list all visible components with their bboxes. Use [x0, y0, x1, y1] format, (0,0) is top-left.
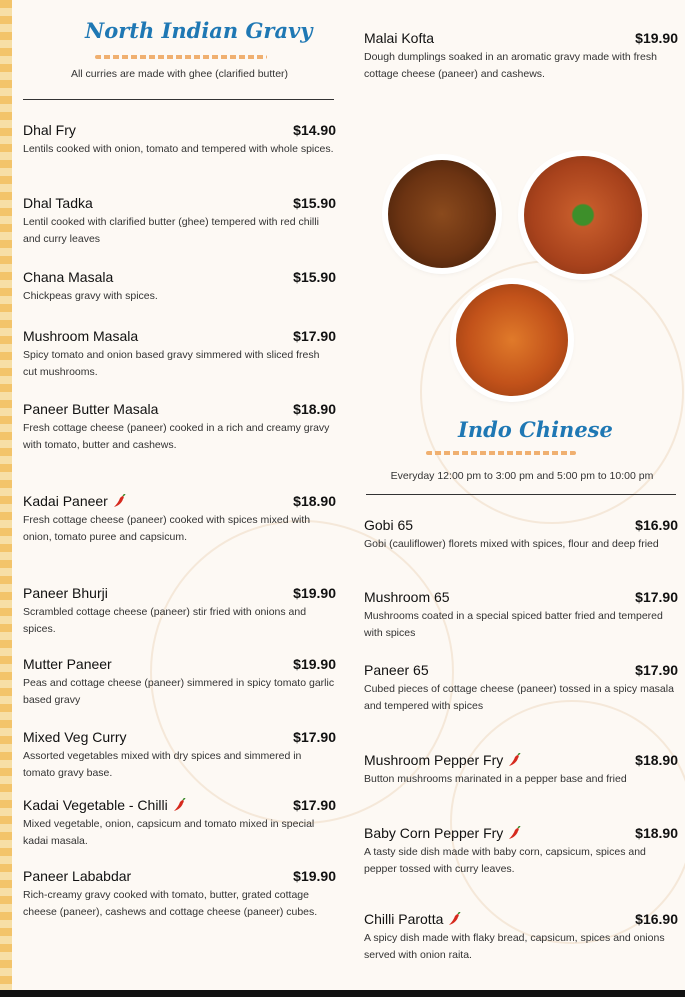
menu-item [364, 825, 678, 878]
item-price: $19.90 [293, 585, 336, 601]
item-name-label: Dhal Tadka [23, 195, 93, 211]
menu-item [23, 729, 336, 782]
item-description: Button mushrooms marinated in a pepper base and fried [364, 773, 627, 785]
menu-item [23, 195, 336, 248]
item-name-label: Kadai Vegetable - Chilli [23, 797, 168, 813]
item-price: $18.90 [293, 401, 336, 417]
item-description: A tasty side dish made with baby corn, capsicum, spices and pepper tossed with curry leaves. [364, 846, 646, 875]
item-description: Fresh cottage cheese (paneer) cooked with spices mixed with onion, tomato puree and capsicum. [23, 514, 311, 543]
item-price: $19.90 [293, 656, 336, 672]
item-description: Mushrooms coated in a special spiced batter fried and tempered with spices [364, 610, 663, 639]
dish-photo [456, 284, 568, 396]
item-name [364, 825, 521, 841]
item-name-label: Baby Corn Pepper Fry [364, 825, 504, 841]
item-name [23, 868, 131, 884]
menu-item [364, 517, 678, 553]
item-name [23, 328, 138, 344]
item-description: A spicy dish made with flaky bread, capsicum, spices and onions served with onion raita. [364, 932, 665, 961]
item-price: $15.90 [293, 195, 336, 211]
item-description: Scrambled cottage cheese (paneer) stir fried with onions and spices. [23, 606, 307, 635]
item-price: $16.90 [635, 911, 678, 927]
item-name [23, 401, 158, 417]
ornament-divider [426, 451, 576, 455]
item-description: Peas and cottage cheese (paneer) simmered in spicy tomato garlic based gravy [23, 677, 335, 706]
item-name-label: Paneer Bhurji [23, 585, 108, 601]
item-price: $17.90 [293, 729, 336, 745]
ornament-divider [95, 55, 267, 59]
item-price: $19.90 [635, 30, 678, 46]
item-price: $18.90 [635, 825, 678, 841]
item-name [23, 729, 126, 745]
item-name-label: Mixed Veg Curry [23, 729, 127, 745]
item-name [364, 517, 413, 533]
item-name [364, 752, 521, 768]
item-description: Lentils cooked with onion, tomato and tempered with whole spices. [23, 143, 334, 155]
divider [366, 494, 676, 495]
item-price: $14.90 [293, 122, 336, 138]
menu-item [364, 30, 678, 83]
item-price: $16.90 [635, 517, 678, 533]
chili-pepper-icon [507, 826, 521, 840]
menu-item [364, 911, 678, 964]
item-name-label: Chana Masala [23, 269, 114, 285]
item-name-label: Gobi 65 [364, 517, 414, 533]
item-name [23, 269, 113, 285]
item-price: $18.90 [293, 493, 336, 509]
menu-item [364, 589, 678, 642]
menu-item [23, 585, 336, 638]
chili-pepper-icon [112, 494, 126, 508]
item-name [364, 30, 434, 46]
menu-item [364, 752, 678, 788]
menu-item [23, 493, 336, 546]
menu-item [364, 662, 678, 715]
decorative-border [0, 0, 12, 990]
item-description: Lentil cooked with clarified butter (ghee) tempered with red chilli and curry leaves [23, 216, 319, 245]
item-name-label: Paneer 65 [364, 662, 429, 678]
menu-item [23, 122, 336, 158]
item-price: $19.90 [293, 868, 336, 884]
item-name-label: Paneer Lababdar [23, 868, 132, 884]
divider [23, 99, 334, 100]
item-price: $18.90 [635, 752, 678, 768]
item-name [23, 585, 108, 601]
item-price: $17.90 [293, 328, 336, 344]
item-name-label: Mutter Paneer [23, 656, 112, 672]
item-description: Assorted vegetables mixed with dry spices and simmered in tomato gravy base. [23, 750, 302, 779]
menu-item [23, 401, 336, 454]
item-description: Cubed pieces of cottage cheese (paneer) tossed in a spicy masala and tempered with spices [364, 683, 674, 712]
background-pattern [450, 700, 685, 944]
item-name-label: Mushroom Pepper Fry [364, 752, 504, 768]
section-note: All curries are made with ghee (clarified butter) [70, 68, 289, 80]
item-price: $15.90 [293, 269, 336, 285]
section-title: North Indian Gravy [85, 18, 313, 43]
item-description: Mixed vegetable, onion, capsicum and tomato mixed in special kadai masala. [23, 818, 315, 847]
bottom-bar [0, 990, 685, 997]
chili-pepper-icon [507, 753, 521, 767]
item-name [23, 493, 126, 509]
menu-item [23, 868, 336, 921]
item-price: $17.90 [293, 797, 336, 813]
item-name [364, 911, 461, 927]
background-pattern [420, 260, 684, 524]
item-price: $17.90 [635, 589, 678, 605]
section-note: Everyday 12:00 pm to 3:00 pm and 5:00 pm to 10:00 pm [390, 470, 654, 482]
item-description: Dough dumplings soaked in an aromatic gravy made with fresh cottage cheese (paneer) and cashews. [364, 51, 657, 80]
item-name [23, 195, 93, 211]
item-name-label: Mushroom 65 [364, 589, 450, 605]
item-description: Fresh cottage cheese (paneer) cooked in a rich and creamy gravy with tomato, butter and cashews. [23, 422, 330, 451]
item-name-label: Chilli Parotta [364, 911, 444, 927]
menu-item [23, 656, 336, 709]
item-price: $17.90 [635, 662, 678, 678]
item-description: Spicy tomato and onion based gravy simmered with sliced fresh cut mushrooms. [23, 349, 320, 378]
item-description: Rich-creamy gravy cooked with tomato, butter, grated cottage cheese (paneer), cashews and cottage cheese (paneer) cubes. [23, 889, 318, 918]
item-description: Gobi (cauliflower) florets mixed with spices, flour and deep fried [364, 538, 659, 550]
chili-pepper-icon [447, 912, 461, 926]
item-name [23, 122, 76, 138]
dish-photo [524, 156, 642, 274]
chili-pepper-icon [172, 798, 186, 812]
item-name-label: Kadai Paneer [23, 493, 108, 509]
item-name-label: Paneer Butter Masala [23, 401, 159, 417]
item-name-label: Dhal Fry [23, 122, 76, 138]
section-title: Indo Chinese [458, 417, 613, 442]
item-name [23, 797, 186, 813]
item-name-label: Mushroom Masala [23, 328, 139, 344]
item-description: Chickpeas gravy with spices. [23, 290, 158, 302]
menu-item [23, 797, 336, 850]
item-name [364, 662, 429, 678]
menu-item [23, 269, 336, 305]
dish-photo [388, 160, 496, 268]
item-name-label: Malai Kofta [364, 30, 435, 46]
item-name [364, 589, 450, 605]
item-name [23, 656, 112, 672]
menu-item [23, 328, 336, 381]
